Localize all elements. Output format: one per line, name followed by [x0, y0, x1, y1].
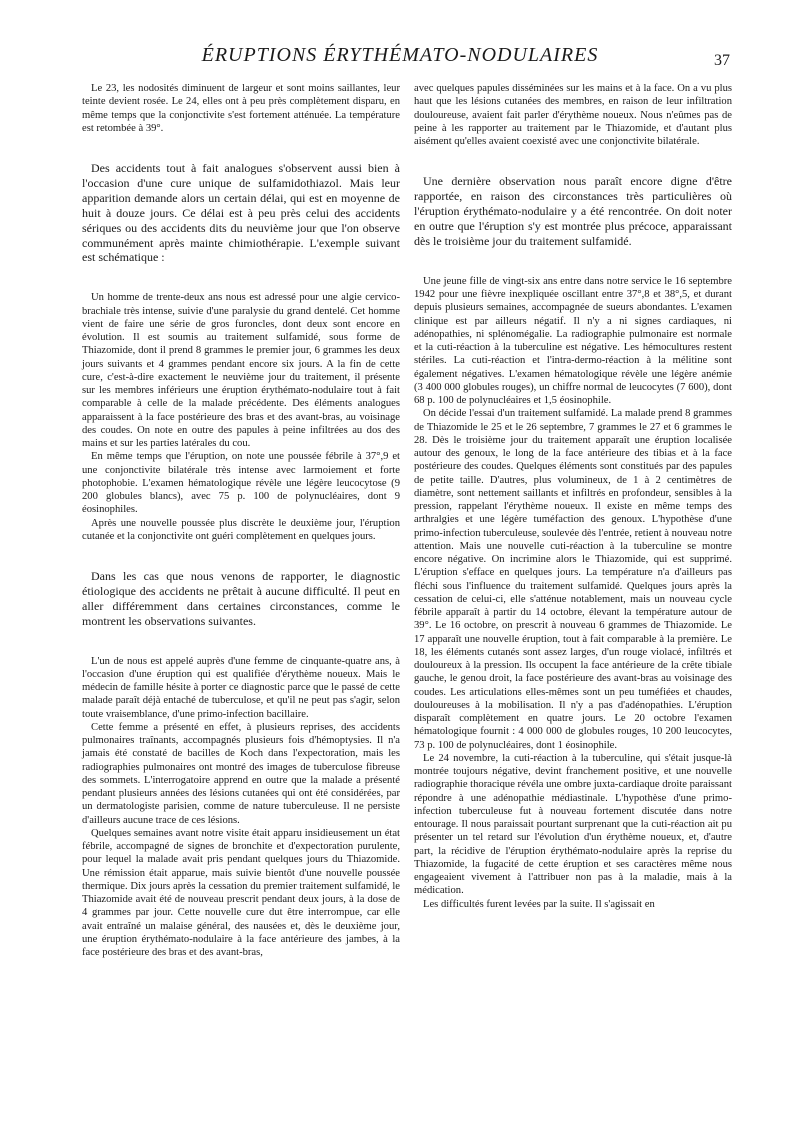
paragraph: Une jeune fille de vingt-six ans entre dans notre service le 16 septembre 1942 pour une fièvre inexpliquée oscillant entre 37°,8 et 38°,5, et durant depuis plusieurs semaines, accompagnée de sueurs abondantes. L'examen clinique est par ailleurs négatif. Il n'y a ni signes cardiaques, ni adénopathies, ni splénomégalie. La radiographie pulmonaire est normale et la cuti-réaction à la tuberculine est négative. Les hémocultures restent stériles. La cuti-réaction et l'intra-dermo-réaction à la mélitine sont également négatives. L'examen hématologique révèle une légère anémie (3 400 000 globules rouges), un chiffre normal de leucocytes (7 600), dont 68 p. 100 de polynucléaires et 1,5 éosinophile. — [414, 275, 732, 407]
paragraph: Un homme de trente-deux ans nous est adressé pour une algie cervico-brachiale très intense, suivie d'une paralysie du grand dentelé. Cet homme vient de faire une série de gros furoncles, dont deux sont encore en évolution. Il est soumis au traitement sulfamidé, sous forme de Thiazomide, dont il prend 8 grammes le premier jour, 6 grammes les deux jours suivants et 4 grammes pendant encore six jours. A la fin de cette cure, c'est-à-dire exactement le neuvième jour du traitement, il présente sur les membres inférieurs une éruption érythémato-nodulaire tout à fait comparable à celle de la malade précédente. Des éléments analogues apparaissent à la face postérieure des bras et des avant-bras, au voisinage des coudes. On note en outre des papules à peine infiltrées au dos des mains et sur les parties latérales du cou. — [82, 292, 400, 450]
right-column — [414, 82, 732, 911]
paragraph: Les difficultés furent levées par la suite. Il s'agissait en — [423, 898, 655, 910]
paragraph: L'un de nous est appelé auprès d'une femme de cinquante-quatre ans, à l'occasion d'une éruption qui est qualifiée d'érythème noueux. Mais le médecin de famille hésite à porter ce diagnostic parce que le passé de cette malade paraît déjà entaché de tuberculose, et qu'il ne peut pas s'agir, selon toute vraisemblance, d'une primo-infection bacillaire. — [82, 655, 400, 720]
page-number: 37 — [714, 52, 730, 69]
paragraph: Le 24 novembre, la cuti-réaction à la tuberculine, qui s'était jusque-là montrée toujours négative, devint franchement positive, et une nouvelle radiographie thoracique révéla une ombre juxta-cardiaque droite paraissant répondre à une adénopathie médiastinale. L'hypothèse d'une primo-infection tuberculeuse fut à nouveau fortement discutée dans notre entourage. Il nous paraissait pourtant surprenant que la cuti-réaction ait pu présenter un tel retard sur l'évolution d'un érythème noueux, et, d'autre part, la récidive de l'éruption érythémato-nodulaire après la reprise du Thiazomide, la fugacité de cette éruption et ses caractères même nous engageaient vivement à l'attribuer non pas à la maladie, mais à la médication. — [414, 752, 732, 897]
running-title: ÉRUPTIONS ÉRYTHÉMATO-NODULAIRES — [201, 44, 599, 66]
paragraph: En même temps que l'éruption, on note une poussée fébrile à 37°,9 et une conjonctivite bilatérale très intense avec larmoiement et forte photophobie. L'examen hématologique révèle une légère leucocytose (9 200 globules blancs), avec 75 p. 100 de polynucléaires, dont 9 éosinophiles. — [82, 451, 400, 516]
paragraph: Quelques semaines avant notre visite était apparu insidieusement un état fébrile, accompagné de signes de bronchite et d'expectoration purulente, pour lequel la malade avait pris pendant quelques jours du Thiazomide. Une rémission était apparue, mais suivie bientôt d'une nouvelle poussée thermique. Dix jours après la cessation du premier traitement sulfamidé, le Thiazomide avait été de nouveau prescrit pendant deux jours, à la dose de 4 grammes par jour. Cette nouvelle cure dut être interrompue, car elle avait entraîné un malaise général, des nausées et, dès le deuxième jour, une éruption érythémato-nodulaire à la face antérieure des jambes, à la face postérieure des bras et des avant-bras, — [82, 827, 400, 959]
paragraph: Dans les cas que nous venons de rapporter, le diagnostic étiologique des accidents ne prêtait à aucune difficulté. Il peut en aller différemment dans certaines circonstances, comme le montrent les observations suivantes. — [82, 569, 400, 628]
left-column — [82, 82, 400, 959]
paragraph: Après une nouvelle poussée plus discrète le deuxième jour, l'éruption cutanée et la conjonctivite ont guéri complètement en quelques jours. — [82, 517, 400, 542]
page-header — [0, 40, 800, 80]
paragraph: avec quelques papules disséminées sur les mains et à la face. On a vu plus haut que les lésions cutanées des membres, en raison de leur infiltration douloureuse, avaient fait parler d'érythème noueux. Nous n'eûmes pas de peine à les rapporter au traitement par le Thiazomide, et d'autant plus aisément qu'elles avaient coexisté avec une conjonctivite bilatérale. — [414, 83, 732, 147]
paragraph: On décide l'essai d'un traitement sulfamidé. La malade prend 8 grammes de Thiazomide le 25 et le 26 septembre, 7 grammes le 27 et 6 grammes le 28. Dès le troisième jour du traitement apparaît une éruption localisée autour des genoux, le long de la face antérieure des tibias et à la face postérieure des coudes. Quelques éléments sont constitués par des papules de petite taille. D'autres, plus volumineux, de 1 à 2 centimètres de diamètre, sont nettement saillants et infiltrés en profondeur, sensibles à la pression, rappelant l'érythème noueux. Il existe en même temps des arthralgies et une légère tuméfaction des genoux. L'hypothèse d'une primo-infection tuberculeuse, soulevée dès l'entrée, retient à nouveau notre attention. Mais une nouvelle cuti-réaction à la tuberculine se montre encore négative. On incrimine alors le Thiazomide, qui est supprimé. L'éruption s'efface en quelques jours. La température n'a d'ailleurs pas fléchi sous l'influence du traitement sulfamidé. Quelques jours après la cessation de celui-ci, elle s'atténue notablement, mais un nouveau cycle fébrile apparaît à partir du 14 octobre, élevant la température autour de 39°. Le 16 octobre, on prescrit à nouveau 6 grammes de Thiazomide. Le 17 apparaît une nouvelle éruption, tout à fait comparable à la première. Le 18, les éléments cutanés sont assez larges, d'un rouge violacé, infiltrés et douloureux à la pression. Ils occupent la face antérieure de la crête tibiale gauche, le genou droit, la face postérieure des avant-bras au voisinage des coudes. Les articulations elles-mêmes sont un peu tuméfiées et chaudes, douloureuses à la mobilisation. Il n'y a pas d'adénopathies. L'éruption disparaît complètement en quatre jours. Le 20 octobre l'examen hématologique fournit : 4 000 000 de globules rouges, 10 200 leucocytes, 73 p. 100 de polynucléaires, dont 1 éosinophile. — [414, 408, 732, 751]
paragraph: Cette femme a présenté en effet, à plusieurs reprises, des accidents pulmonaires traînants, accompagnés plusieurs fois d'hémoptysies. Il n'a jamais été constaté de bacilles de Koch dans l'expectoration, mais les radiographies pulmonaires ont montré des images de tuberculose fibreuse des sommets. L'interrogatoire apprend en outre que la malade a présenté pendant plusieurs années des lésions cutanées qui ont été considérées, par un dermatologiste parisien, comme de nature tuberculeuse. Il ne persiste d'ailleurs aucune trace de ces lésions. — [82, 721, 400, 826]
paragraph: Le 23, les nodosités diminuent de largeur et sont moins saillantes, leur teinte devient rosée. Le 24, elles ont à peu près complètement disparu, en même temps que la conjonctivite s'est fortement atténuée. La température est retombée à 39°. — [82, 83, 400, 134]
paragraph: Une dernière observation nous paraît encore digne d'être rapportée, en raison des circonstances très particulières où l'éruption érythémato-nodulaire y a été rencontrée. On doit noter en outre que l'éruption s'y est montrée plus précoce, apparaissant dès le troisième jour du traitement sulfamidé. — [414, 174, 732, 248]
paragraph: Des accidents tout à fait analogues s'observent aussi bien à l'occasion d'une cure unique de sulfamidothiazol. Mais leur apparition demande alors un certain délai, qui est en moyenne de huit à douze jours. Ce délai est à peu près celui des accidents sériques ou des accidents dits du neuvième jour que l'on observe communément après mainte chimiothérapie. L'exemple suivant est schématique : — [82, 161, 400, 265]
